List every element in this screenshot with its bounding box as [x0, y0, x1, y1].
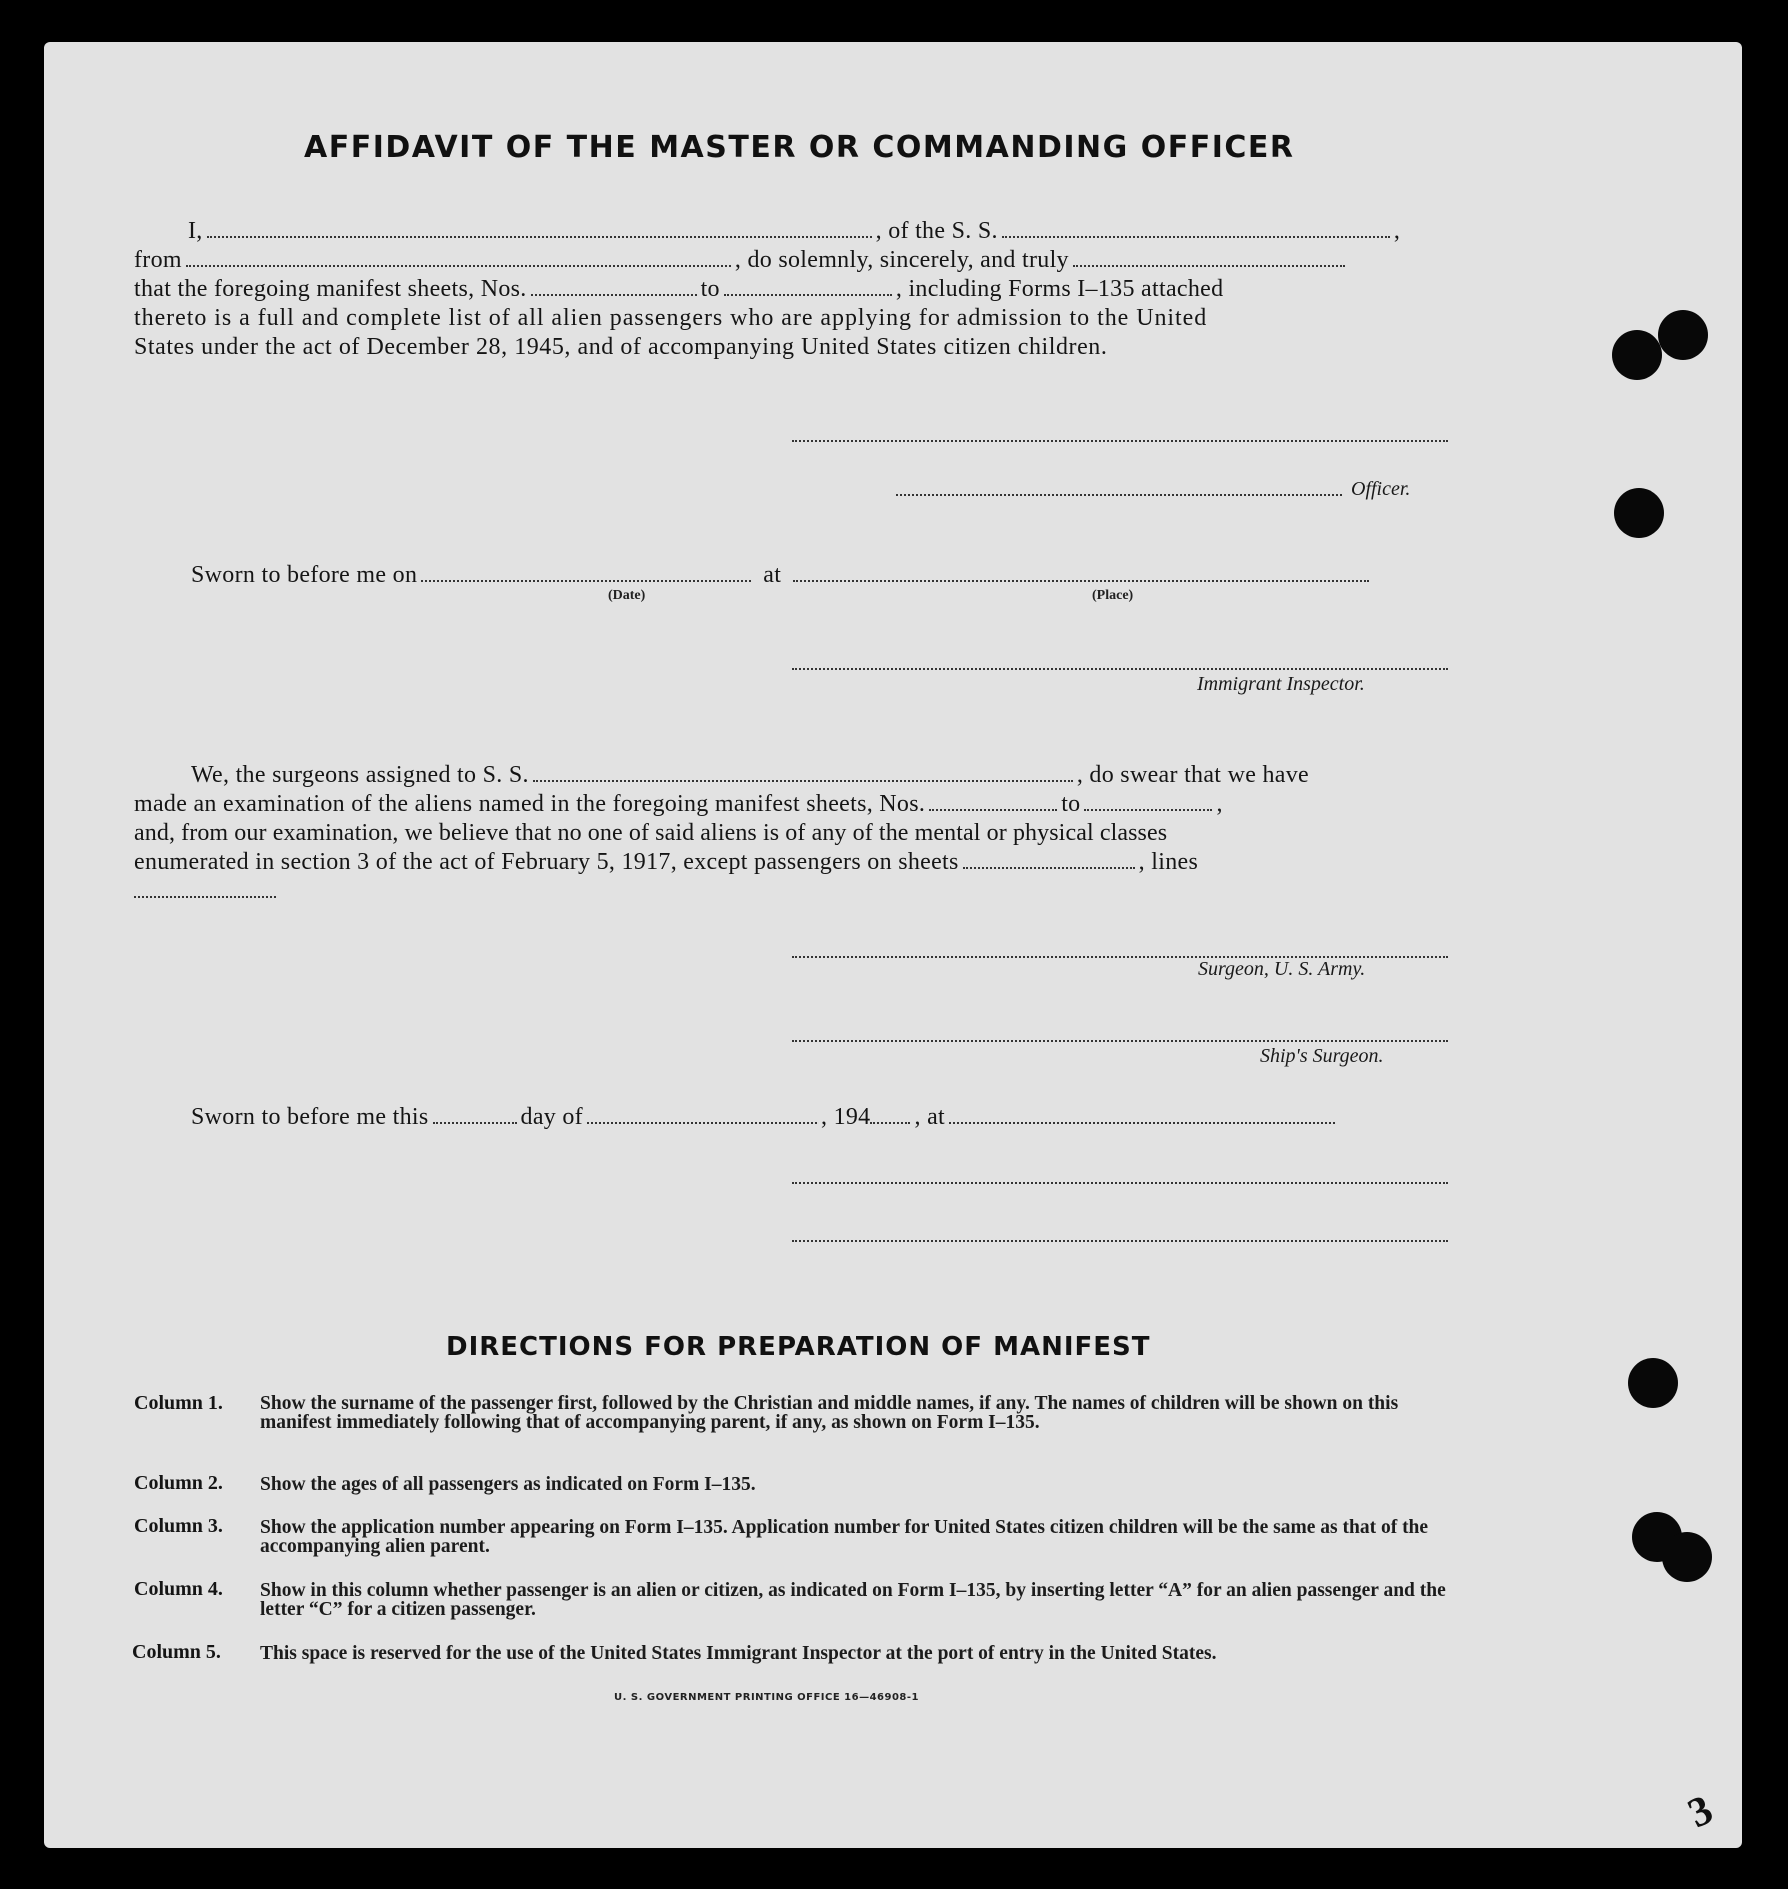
column-description: Show the ages of all passengers as indicated on Form I–135. — [260, 1474, 756, 1495]
column-label: Column 2. — [134, 1472, 223, 1494]
officer-label: Officer. — [1351, 478, 1411, 500]
date-caption: (Date) — [608, 588, 646, 603]
text: made an examination of the aliens named in the foregoing manifest sheets, Nos. — [134, 791, 926, 817]
text: , 194 — [820, 1104, 871, 1130]
sheets-blank[interactable] — [963, 866, 1135, 869]
ship-blank[interactable] — [1002, 235, 1390, 238]
text: that the foregoing manifest sheets, Nos. — [134, 276, 527, 302]
sworn-line-2 — [191, 1104, 1339, 1131]
place-blank[interactable] — [793, 579, 1369, 582]
master-line-3 — [134, 276, 1223, 303]
place-caption: (Place) — [1092, 588, 1134, 603]
text: at — [763, 562, 782, 588]
text: , do swear that we have — [1076, 762, 1309, 788]
text: I, — [188, 218, 203, 244]
master-line-4: thereto is a full and complete list of all alien passengers who are applying for admission to the United — [134, 305, 1208, 331]
punch-hole — [1628, 1358, 1678, 1408]
surgeon-ship-blank[interactable] — [533, 779, 1073, 782]
directions-title: DIRECTIONS FOR PREPARATION OF MANIFEST — [446, 1332, 1151, 1362]
column-description: Show the application number appearing on Form I–135. Application number for United States citizen children will be the same as that of the accompanying alien parent. — [260, 1517, 1429, 1557]
text: , do solemnly, sincerely, and truly — [734, 247, 1069, 273]
column-label: Column 5. — [132, 1641, 221, 1663]
text: day of — [520, 1104, 583, 1130]
text: , — [1216, 791, 1223, 817]
sheet-from-blank[interactable] — [531, 293, 697, 296]
page-number-mark: 3 — [1681, 1786, 1720, 1838]
text: We, the surgeons assigned to S. S. — [191, 762, 529, 788]
day-blank[interactable] — [433, 1121, 517, 1124]
column-description: Show in this column whether passenger is an alien or citizen, as indicated on Form I–135, by inserting letter “A” for an alien passenger and the letter “C” for a citizen passenger. — [260, 1580, 1446, 1620]
signature-line[interactable] — [792, 1240, 1448, 1242]
text: Sworn to before me this — [191, 1104, 429, 1130]
army-surgeon-label: Surgeon, U. S. Army. — [1198, 958, 1366, 980]
text: Sworn to before me on — [191, 562, 418, 588]
from-blank[interactable] — [186, 264, 731, 267]
surgeon-line-2 — [134, 791, 1223, 818]
surgeon-sheet-to-blank[interactable] — [1084, 808, 1212, 811]
punch-hole — [1662, 1532, 1712, 1582]
surgeon-line-4 — [134, 849, 1198, 876]
month-blank[interactable] — [587, 1121, 817, 1124]
column-description: Show the surname of the passenger first, followed by the Christian and middle names, if any. The names of children will be shown on this manifest immediately following that of accompanying parent, if any, as shown on Form I–135. — [260, 1393, 1399, 1433]
text: , lines — [1138, 849, 1199, 875]
surgeon-line-1 — [191, 762, 1309, 789]
text: , — [1393, 218, 1401, 244]
column-label: Column 3. — [134, 1515, 223, 1537]
place-blank-2[interactable] — [949, 1121, 1335, 1124]
text: to — [700, 276, 720, 302]
signature-line[interactable] — [792, 440, 1448, 442]
ship-surgeon-label: Ship's Surgeon. — [1260, 1045, 1384, 1067]
text: , including Forms I–135 attached — [895, 276, 1224, 302]
printer-imprint: U. S. GOVERNMENT PRINTING OFFICE 16—46908-1 — [614, 1692, 919, 1703]
text: to — [1061, 791, 1081, 817]
lines-blank[interactable] — [134, 896, 276, 898]
inspector-signature-line[interactable] — [792, 668, 1448, 670]
year-blank[interactable] — [870, 1121, 910, 1124]
text: , at — [914, 1104, 946, 1130]
master-line-1 — [188, 218, 1400, 245]
officer-signature-line[interactable] — [896, 494, 1342, 496]
surgeon-sheet-from-blank[interactable] — [929, 808, 1057, 811]
inspector-label: Immigrant Inspector. — [1197, 673, 1365, 695]
text: , of the S. S. — [875, 218, 998, 244]
text: enumerated in section 3 of the act of February 5, 1917, except passengers on sheets — [134, 849, 959, 875]
ship-surgeon-signature-line[interactable] — [792, 1040, 1448, 1042]
oath-blank[interactable] — [1073, 264, 1345, 267]
column-label: Column 4. — [134, 1578, 223, 1600]
master-line-5: States under the act of December 28, 1945, and of accompanying United States citizen children. — [134, 334, 1108, 360]
sworn-line-1 — [191, 562, 1373, 589]
date-blank[interactable] — [421, 579, 751, 582]
master-line-2 — [134, 247, 1349, 274]
column-label: Column 1. — [134, 1392, 223, 1414]
column-description: This space is reserved for the use of the United States Immigrant Inspector at the port of entry in the United States. — [260, 1643, 1217, 1664]
surgeon-line-3: and, from our examination, we believe that no one of said aliens is of any of the mental or physical classes — [134, 820, 1168, 846]
punch-hole — [1614, 488, 1664, 538]
name-blank[interactable] — [207, 235, 872, 238]
sheet-to-blank[interactable] — [724, 293, 892, 296]
punch-hole — [1658, 310, 1708, 360]
punch-hole — [1612, 330, 1662, 380]
text: from — [134, 247, 182, 273]
signature-line[interactable] — [792, 1182, 1448, 1184]
affidavit-title: AFFIDAVIT OF THE MASTER OR COMMANDING OFFICER — [304, 130, 1295, 165]
